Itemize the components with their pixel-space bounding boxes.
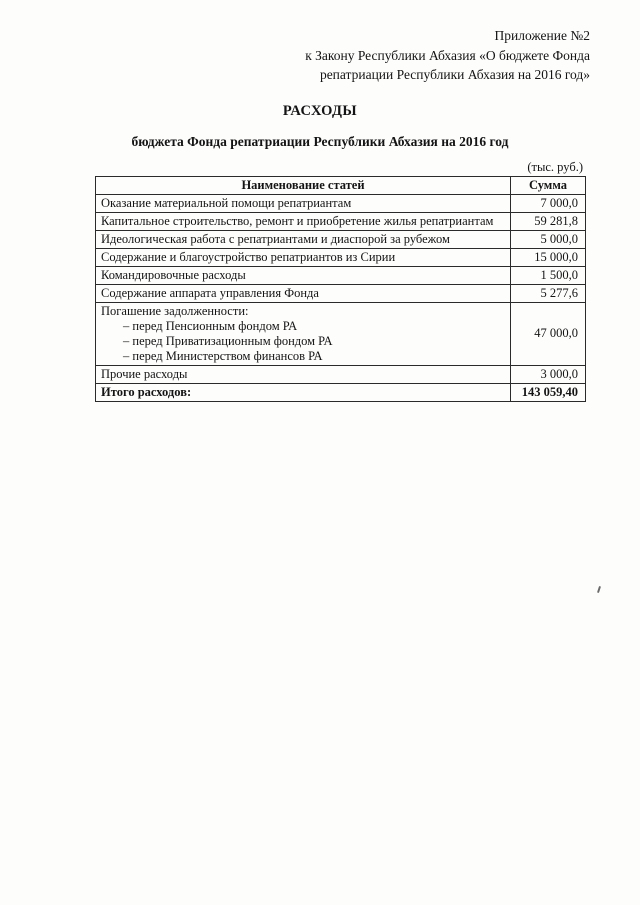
table-row (96, 284, 586, 302)
row-amount: 1 500,0 (511, 266, 586, 284)
column-header-amount: Сумма (511, 176, 586, 194)
row-amount: 15 000,0 (511, 248, 586, 266)
appendix-block (0, 26, 640, 85)
row-name: Содержание и благоустройство репатриантов из Сирии (96, 248, 511, 266)
appendix-line: репатриации Республики Абхазия на 2016 год» (319, 67, 590, 82)
column-header-name: Наименование статей (96, 176, 511, 194)
document-subtitle: бюджета Фонда репатриации Республики Абхазия на 2016 год (131, 133, 509, 149)
row-subitem: – перед Министерством финансов РА (123, 348, 323, 363)
row-name: Содержание аппарата управления Фонда (96, 284, 511, 302)
row-amount: 5 277,6 (511, 284, 586, 302)
row-amount: 47 000,0 (511, 302, 586, 365)
document-title: РАСХОДЫ (282, 102, 358, 119)
row-name: Прочие расходы (96, 365, 511, 383)
row-name: Оказание материальной помощи репатриантам (96, 194, 511, 212)
table-row (96, 230, 586, 248)
scan-artifact (597, 586, 601, 593)
table-row (96, 248, 586, 266)
row-name-main: Погашение задолженности: (101, 303, 249, 318)
table-row (96, 194, 586, 212)
table-row (96, 365, 586, 383)
units-note: (тыс. руб.) (527, 159, 583, 174)
total-label: Итого расходов: (96, 383, 511, 401)
total-amount: 143 059,40 (511, 383, 586, 401)
expenses-table-wrap (95, 160, 585, 402)
row-amount: 3 000,0 (511, 365, 586, 383)
expenses-table (95, 176, 586, 402)
appendix-line: Приложение №2 (494, 28, 590, 43)
row-name (96, 302, 511, 365)
table-row (96, 266, 586, 284)
row-name: Идеологическая работа с репатриантами и диаспорой за рубежом (96, 230, 511, 248)
table-total-row (96, 383, 586, 401)
table-row (96, 212, 586, 230)
table-header-row (96, 176, 586, 194)
row-amount: 59 281,8 (511, 212, 586, 230)
row-name: Капитальное строительство, ремонт и приобретение жилья репатриантам (96, 212, 511, 230)
row-subitem: – перед Пенсионным фондом РА (123, 318, 298, 333)
row-amount: 7 000,0 (511, 194, 586, 212)
row-subitem: – перед Приватизационным фондом РА (123, 333, 333, 348)
appendix-line: к Закону Республики Абхазия «О бюджете Фонда (305, 47, 590, 63)
table-row-debt-repayment (96, 302, 586, 365)
row-name: Командировочные расходы (96, 266, 511, 284)
row-amount: 5 000,0 (511, 230, 586, 248)
